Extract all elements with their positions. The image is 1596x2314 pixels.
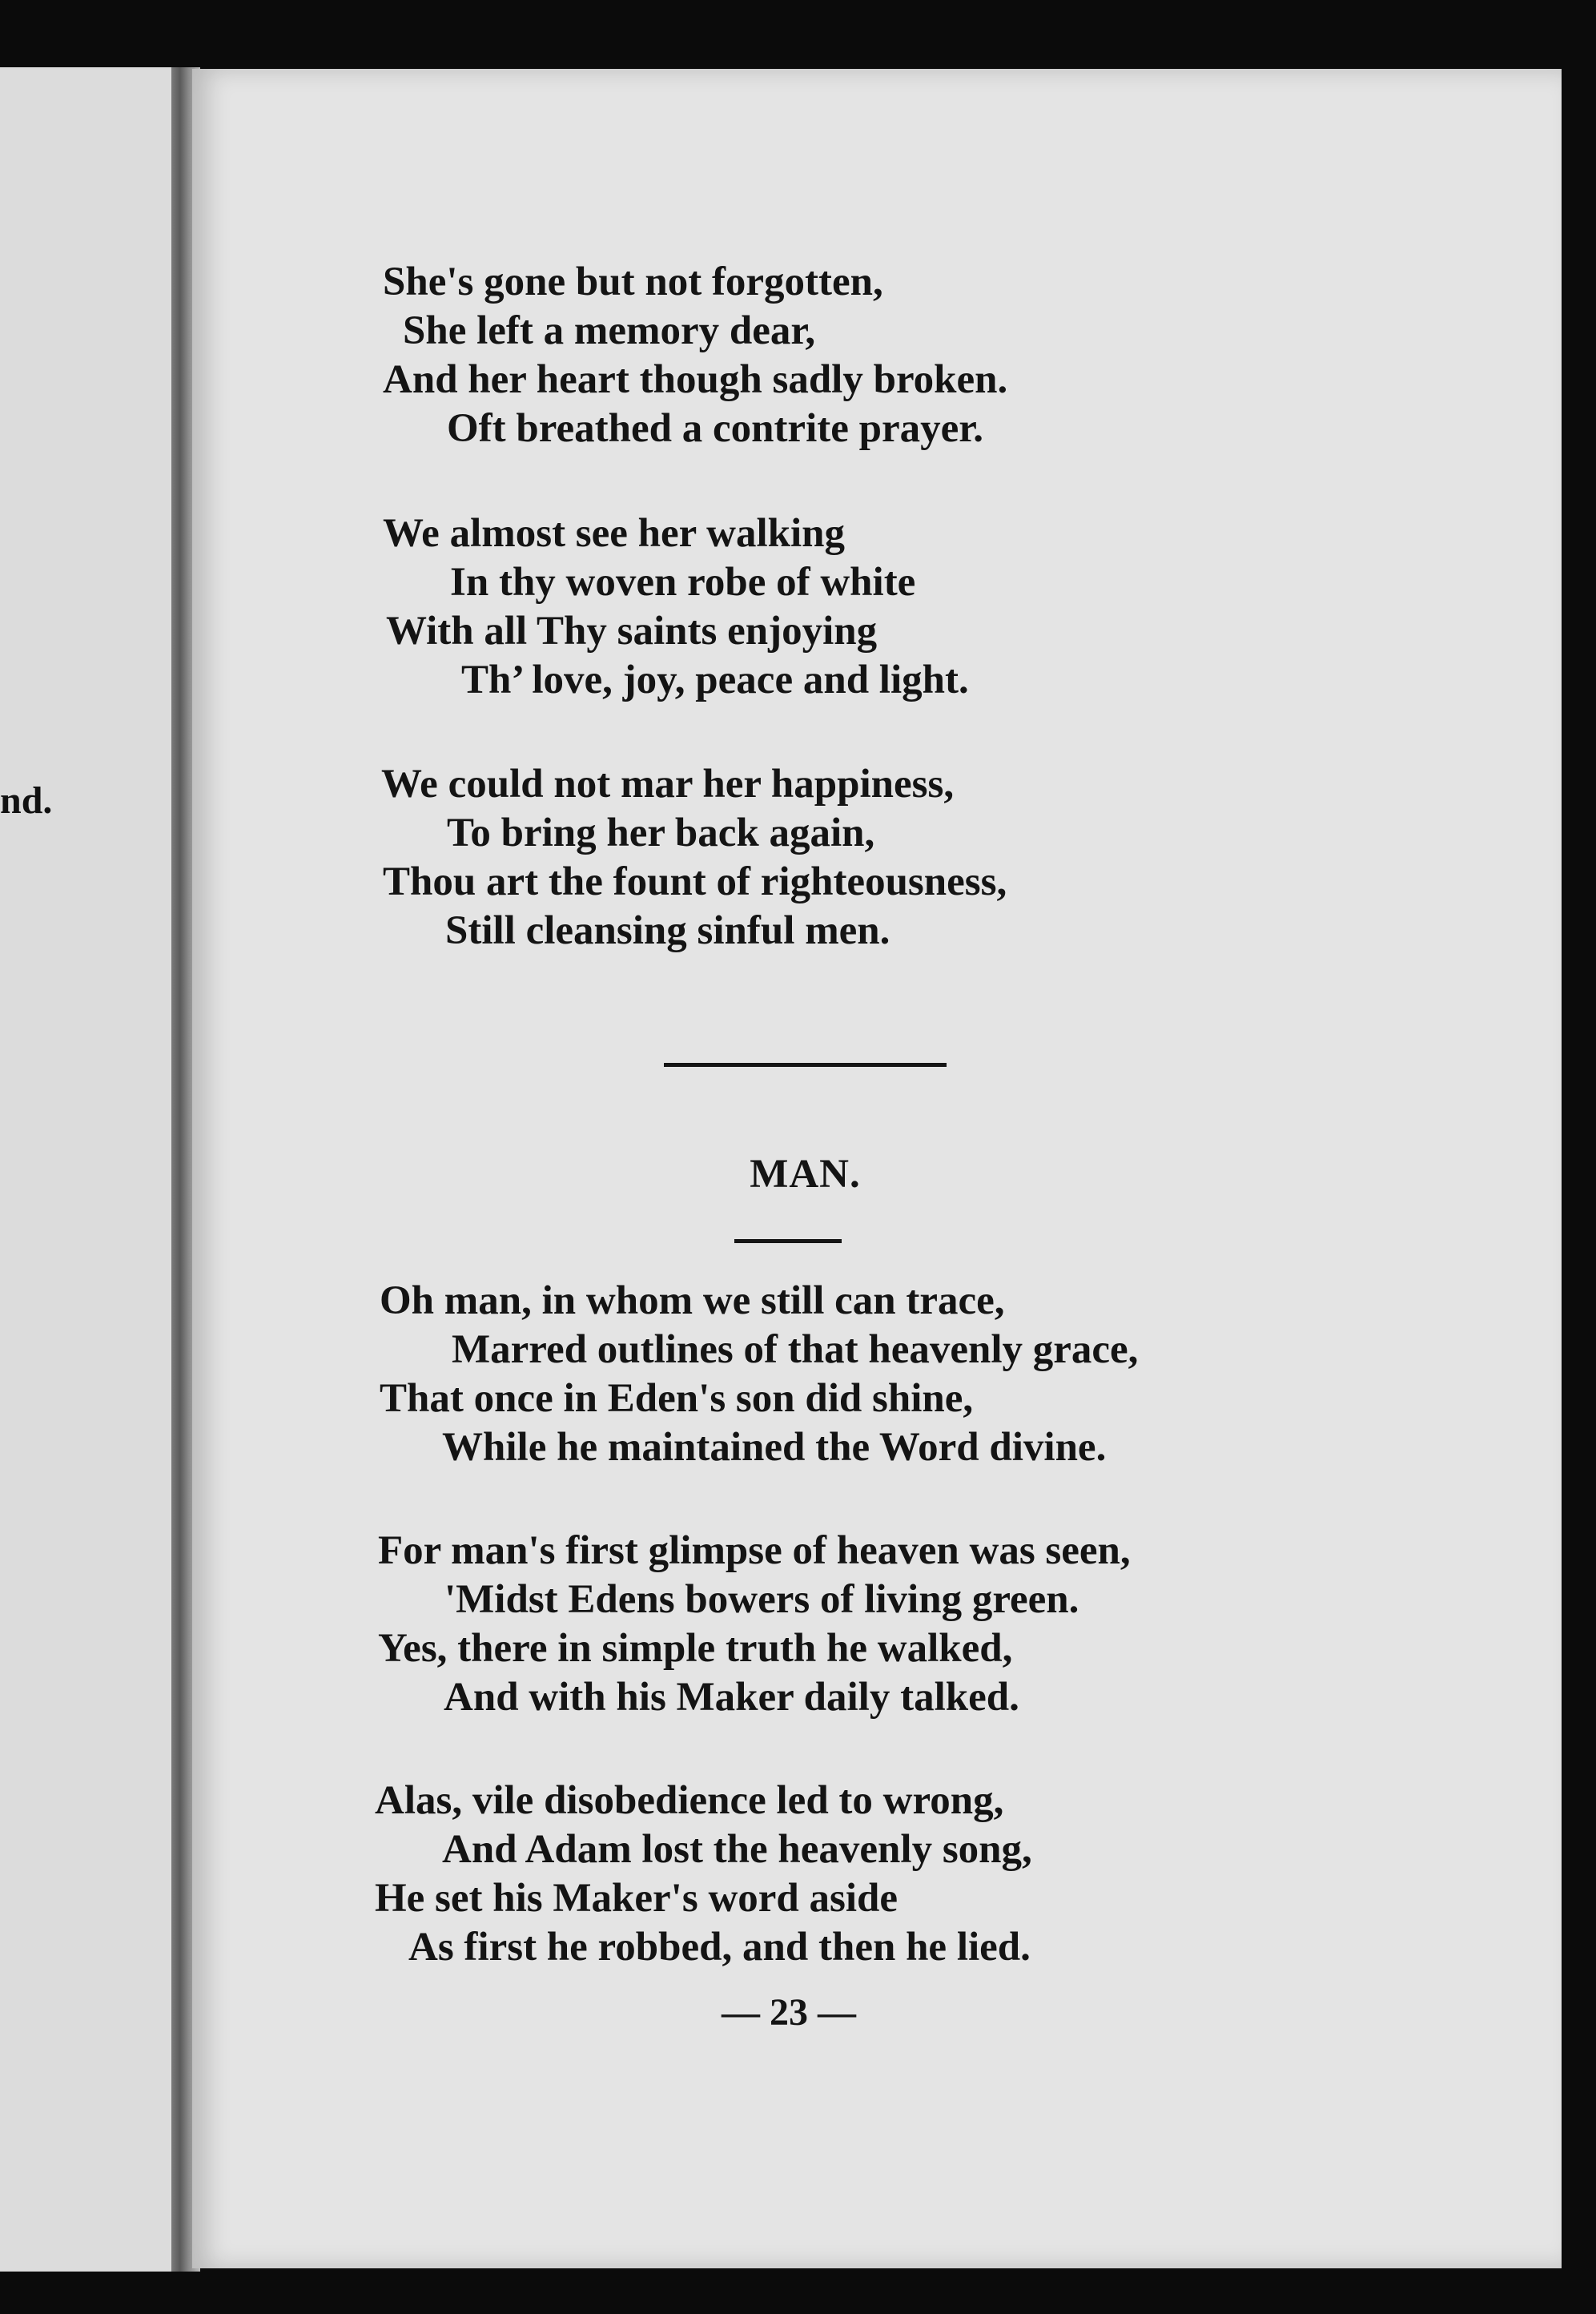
- verse-line: We could not mar her happiness,: [381, 762, 955, 807]
- verse-line: As first he robbed, and then he lied.: [408, 1925, 1031, 1970]
- verse-line: In thy woven robe of white: [450, 560, 916, 605]
- section-divider: [664, 1063, 947, 1067]
- verse-line: We almost see her walking: [383, 511, 846, 556]
- poem-title: MAN.: [750, 1152, 861, 1197]
- verse-line: 'Midst Edens bowers of living green.: [444, 1577, 1079, 1622]
- stanza: [383, 509, 969, 705]
- verse-line: For man's first glimpse of heaven was seen,: [378, 1528, 1131, 1573]
- title-underline: [734, 1239, 842, 1243]
- verse-line: Marred outlines of that heavenly grace,: [452, 1327, 1139, 1372]
- page-number: — 23 —: [722, 1991, 856, 2034]
- stanza: [375, 1777, 1032, 1972]
- stanza: [381, 760, 1007, 956]
- verse-line: While he maintained the Word divine.: [442, 1425, 1107, 1470]
- verse-line: And Adam lost the heavenly song,: [442, 1827, 1032, 1872]
- stanza: [383, 258, 1007, 453]
- verse-line: Alas, vile disobedience led to wrong,: [375, 1778, 1004, 1823]
- verse-line: To bring her back again,: [447, 811, 875, 855]
- stanza: [378, 1527, 1131, 1722]
- verse-line: She left a memory dear,: [403, 308, 816, 353]
- left-page: [0, 67, 183, 2272]
- verse-line: Yes, there in simple truth he walked,: [378, 1626, 1013, 1671]
- verse-line: Thou art the fount of righteousness,: [383, 859, 1007, 904]
- verse-line: With all Thy saints enjoying: [386, 609, 878, 654]
- verse-line: Still cleansing sinful men.: [445, 908, 890, 953]
- verse-line: And with his Maker daily talked.: [444, 1675, 1019, 1720]
- verse-line: She's gone but not forgotten,: [383, 260, 883, 304]
- verse-line: He set his Maker's word aside: [375, 1876, 899, 1921]
- verse-line: Th’ love, joy, peace and light.: [461, 658, 969, 702]
- verse-line: Oft breathed a contrite prayer.: [447, 406, 983, 451]
- verse-line: Oh man, in whom we still can trace,: [380, 1278, 1005, 1323]
- left-page-text-fragment: nd.: [0, 779, 53, 822]
- stanza: [380, 1277, 1138, 1472]
- verse-line: And her heart though sadly broken.: [383, 357, 1008, 402]
- verse-line: That once in Eden's son did shine,: [380, 1376, 974, 1421]
